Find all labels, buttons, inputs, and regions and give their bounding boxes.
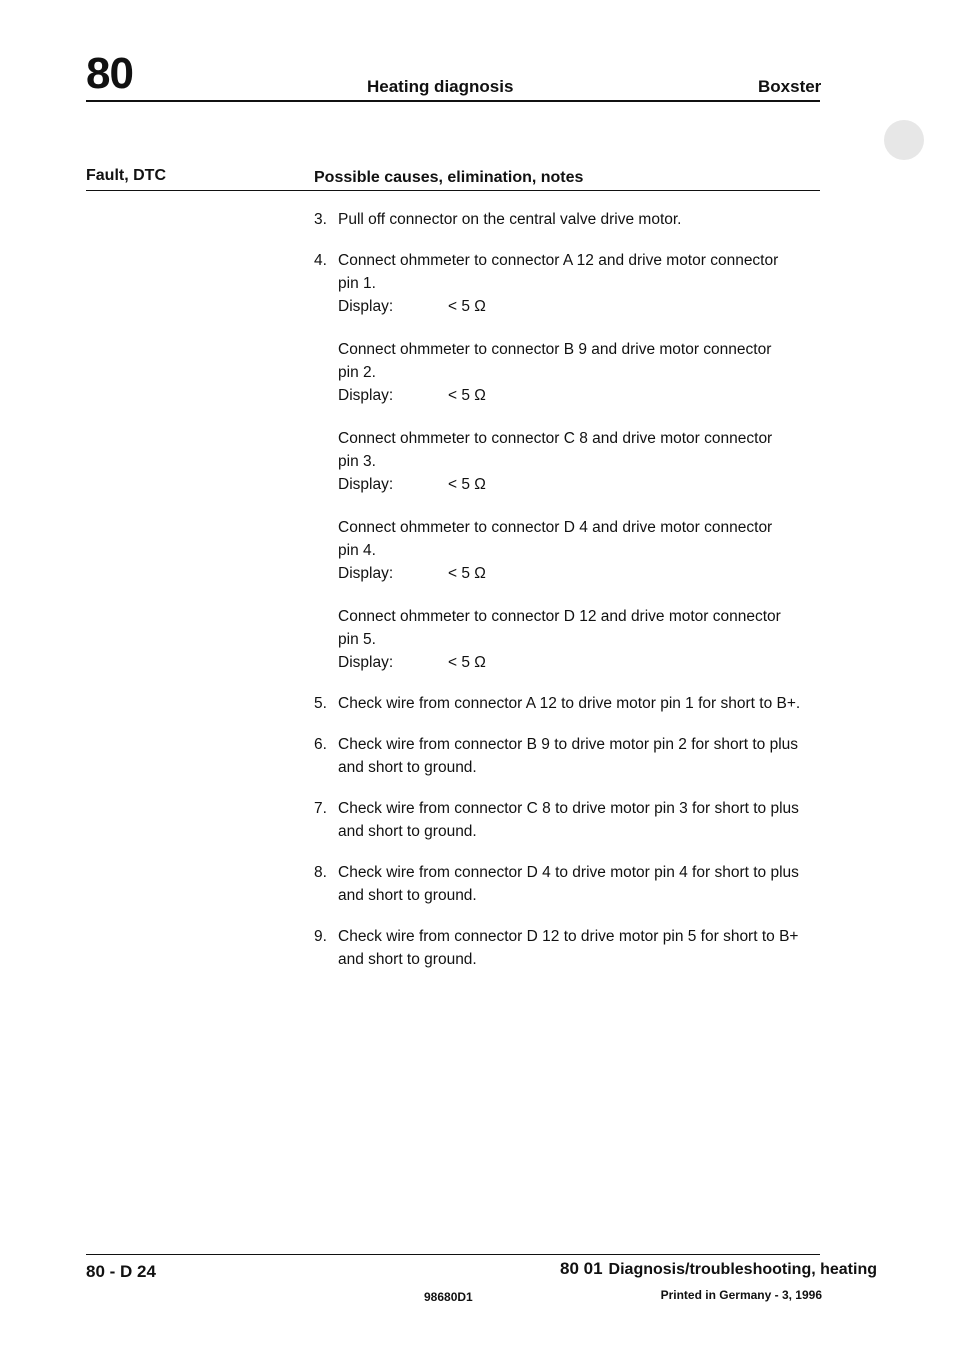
- display-reading: [338, 295, 834, 318]
- step-text-continued: and short to ground.: [338, 759, 477, 776]
- step-number: 9.: [314, 928, 327, 945]
- column-header-fault: Fault, DTC: [86, 167, 166, 184]
- measurement-check-4: [338, 516, 834, 585]
- display-label: Display:: [338, 654, 394, 671]
- check-instruction: Connect ohmmeter to connector A 12 and drive motor connector: [338, 252, 779, 269]
- check-pin: pin 2.: [338, 364, 376, 381]
- step-text: Check wire from connector D 4 to drive motor pin 4 for short to plus: [338, 864, 799, 881]
- step-text-continued: and short to ground.: [338, 823, 477, 840]
- check-pin: pin 3.: [338, 453, 376, 470]
- step-number: 6.: [314, 736, 327, 753]
- page-number: 80 - D 24: [86, 1262, 156, 1281]
- measurement-check-1: [338, 249, 834, 318]
- step-text-continued: and short to ground.: [338, 951, 477, 968]
- display-reading: [338, 651, 834, 674]
- header-title: Heating diagnosis: [367, 77, 514, 96]
- step-6: [314, 733, 834, 779]
- check-instruction: Connect ohmmeter to connector D 12 and drive motor connector: [338, 608, 781, 625]
- step-4: [314, 249, 834, 674]
- display-reading: [338, 473, 834, 496]
- display-value: < 5 Ω: [448, 298, 486, 315]
- step-text: Check wire from connector D 12 to drive motor pin 5 for short to B+: [338, 928, 799, 945]
- measurement-check-2: [338, 338, 834, 407]
- header-model: Boxster: [758, 77, 822, 96]
- step-number: 5.: [314, 695, 327, 712]
- step-text-continued: and short to ground.: [338, 887, 477, 904]
- check-pin: pin 1.: [338, 275, 376, 292]
- step-7: [314, 797, 834, 843]
- check-instruction: Connect ohmmeter to connector C 8 and drive motor connector: [338, 430, 773, 447]
- step-text: Check wire from connector B 9 to drive motor pin 2 for short to plus: [338, 736, 799, 753]
- document-code: 98680D1: [424, 1290, 473, 1304]
- display-reading: [338, 384, 834, 407]
- section-title: Diagnosis/troubleshooting, heating: [608, 1261, 877, 1278]
- punch-hole-mark: [884, 120, 924, 160]
- check-pin: pin 4.: [338, 542, 376, 559]
- step-8: [314, 861, 834, 907]
- measurement-check-3: [338, 427, 834, 496]
- column-header-causes: Possible causes, elimination, notes: [314, 169, 584, 186]
- step-number: 8.: [314, 864, 327, 881]
- footer-rule: [86, 1254, 820, 1255]
- display-value: < 5 Ω: [448, 387, 486, 404]
- column-header-rule: [86, 190, 820, 191]
- display-label: Display:: [338, 387, 394, 404]
- step-number: 4.: [314, 252, 327, 269]
- step-text: Pull off connector on the central valve drive motor.: [338, 211, 682, 228]
- print-note: Printed in Germany - 3, 1996: [660, 1288, 822, 1302]
- step-3: [314, 208, 834, 231]
- section-code: 80 01: [560, 1259, 603, 1278]
- display-label: Display:: [338, 476, 394, 493]
- display-value: < 5 Ω: [448, 654, 486, 671]
- header-rule: [86, 100, 820, 102]
- check-instruction: Connect ohmmeter to connector D 4 and drive motor connector: [338, 519, 773, 536]
- step-text: Check wire from connector C 8 to drive motor pin 3 for short to plus: [338, 800, 799, 817]
- step-number: 7.: [314, 800, 327, 817]
- step-number: 3.: [314, 211, 327, 228]
- chapter-number: 80: [86, 49, 133, 98]
- check-instruction: Connect ohmmeter to connector B 9 and drive motor connector: [338, 341, 772, 358]
- step-5: [314, 692, 834, 715]
- display-label: Display:: [338, 298, 394, 315]
- check-pin: pin 5.: [338, 631, 376, 648]
- section-heading: [560, 1259, 877, 1279]
- step-text: Check wire from connector A 12 to drive motor pin 1 for short to B+.: [338, 695, 801, 712]
- step-9: [314, 925, 834, 971]
- measurement-check-5: [338, 605, 834, 674]
- procedure-body: [314, 208, 834, 989]
- display-reading: [338, 562, 834, 585]
- display-value: < 5 Ω: [448, 565, 486, 582]
- display-value: < 5 Ω: [448, 476, 486, 493]
- display-label: Display:: [338, 565, 394, 582]
